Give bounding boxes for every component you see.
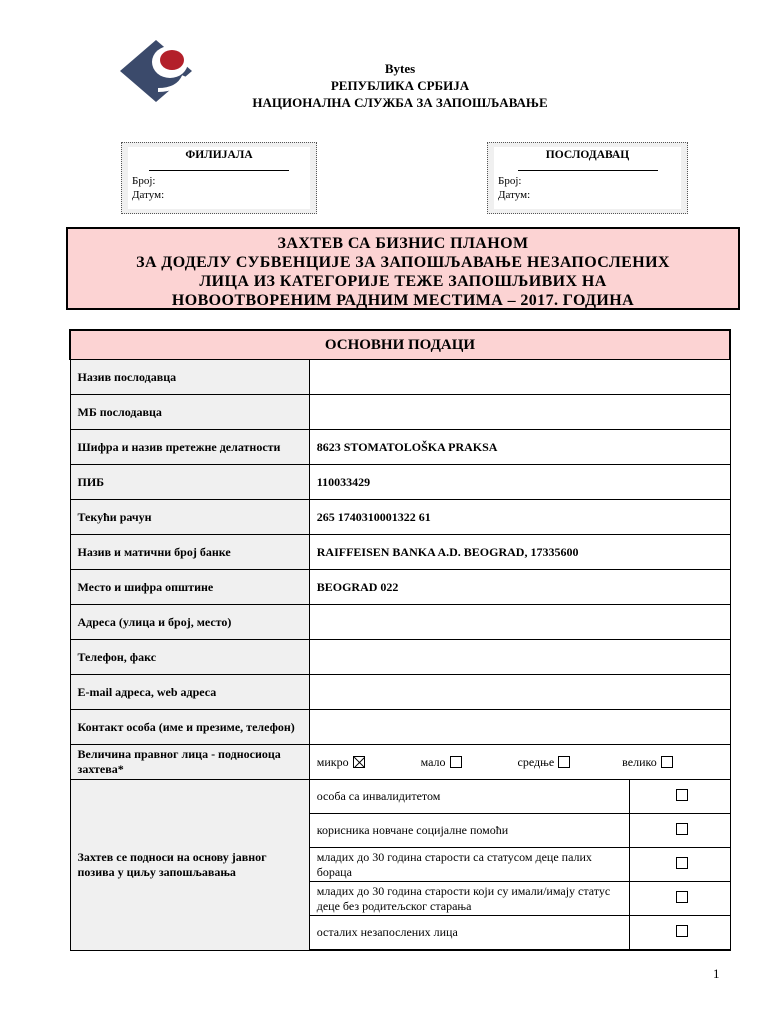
basis-other-unemployed-checkbox[interactable] [676, 925, 688, 937]
table-row [70, 745, 730, 780]
pib-field[interactable]: 110033429 [309, 465, 730, 500]
row-label: Шифра и назив претежне делатности [70, 430, 309, 465]
size-option-micro [317, 755, 365, 770]
basis-label: Захтев се подноси на основу јавног позива у циљу запошљавања [70, 780, 309, 951]
table-row [70, 675, 730, 710]
employer-name-field[interactable] [309, 360, 730, 395]
phone-fax-field[interactable] [309, 640, 730, 675]
table-row [70, 430, 730, 465]
size-small-checkbox[interactable] [450, 756, 462, 768]
table-row [70, 605, 730, 640]
organization-header [190, 60, 610, 111]
size-option-large [622, 755, 673, 770]
row-label: ПИБ [70, 465, 309, 500]
filijala-title: ФИЛИЈАЛА [185, 149, 253, 161]
table-row [70, 395, 730, 430]
basis-option-cell [629, 882, 730, 916]
company-name: Bytes [384, 61, 416, 76]
poslodavac-datum: Датум: [498, 189, 531, 201]
size-label: микро [316, 754, 349, 769]
basis-option-cell [629, 848, 730, 882]
row-label: МБ послодавца [70, 395, 309, 430]
municipality-field[interactable]: BEOGRAD 022 [309, 570, 730, 605]
table-row [70, 710, 730, 745]
table-row [70, 535, 730, 570]
basis-option-label: корисника новчане социјалне помоћи [309, 814, 629, 848]
basis-option-label: младих до 30 година старости који су имали/имају статус деце без родитељског старања [309, 882, 629, 916]
table-row [70, 780, 730, 814]
employer-mb-field[interactable] [309, 395, 730, 430]
basis-option-label: младих до 30 година старости са статусом деце палих бораца [309, 848, 629, 882]
size-label: велико [622, 754, 657, 769]
filijala-line [149, 163, 289, 171]
size-option-medium [518, 755, 571, 770]
row-label: Телефон, факс [70, 640, 309, 675]
size-large-checkbox[interactable] [661, 756, 673, 768]
table-row [70, 570, 730, 605]
poslodavac-line [518, 163, 658, 171]
country-name: РЕПУБЛИКА СРБИЈА [330, 78, 470, 93]
banner-line-2: ЗА ДОДЕЛУ СУБВЕНЦИЈЕ ЗА ЗАПОШЉАВАЊЕ НЕЗАПОСЛЕНИХ [136, 254, 670, 271]
size-medium-checkbox[interactable] [558, 756, 570, 768]
basis-option-label: особа са инвалидитетом [309, 780, 629, 814]
table-row [70, 465, 730, 500]
agency-name: НАЦИОНАЛНА СЛУЖБА ЗА ЗАПОШЉАВАЊЕ [252, 95, 548, 110]
banner-line-1: ЗАХТЕВ СА БИЗНИС ПЛАНОМ [277, 235, 529, 252]
filijala-broj: Број: [132, 175, 156, 187]
size-micro-checkbox[interactable] [353, 756, 365, 768]
request-title-banner [66, 227, 740, 310]
basis-option-cell [629, 814, 730, 848]
row-label: Текући рачун [70, 500, 309, 535]
table-row [70, 500, 730, 535]
banner-line-4: НОВООТВОРЕНИМ РАДНИМ МЕСТИМА – 2017. ГОДИНА [171, 292, 635, 309]
basis-social-aid-checkbox[interactable] [676, 823, 688, 835]
row-label: E-mail адреса, web адреса [70, 675, 309, 710]
row-label: Место и шифра општине [70, 570, 309, 605]
basis-fallen-soldiers-children-checkbox[interactable] [676, 857, 688, 869]
email-web-field[interactable] [309, 675, 730, 710]
size-label: мало [420, 754, 446, 769]
page-number: 1 [713, 966, 720, 981]
filijala-datum: Датум: [132, 189, 165, 201]
banner-line-3: ЛИЦА ИЗ КАТЕГОРИЈЕ ТЕЖЕ ЗАПОШЉИВИХ НА [199, 273, 607, 290]
row-label: Назив послодавца [70, 360, 309, 395]
row-label: Контакт особа (име и презиме, телефон) [70, 710, 309, 745]
table-heading: ОСНОВНИ ПОДАЦИ [70, 330, 730, 360]
bank-name-field[interactable]: RAIFFEISEN BANKA A.D. BEOGRAD, 17335600 [309, 535, 730, 570]
company-size-cell [309, 745, 730, 780]
size-option-small [421, 755, 462, 770]
poslodavac-title: ПОСЛОДАВАЦ [545, 149, 630, 161]
poslodavac-broj: Број: [498, 175, 522, 187]
basis-no-parental-care-checkbox[interactable] [676, 891, 688, 903]
address-field[interactable] [309, 605, 730, 640]
basic-data-table [69, 329, 731, 951]
table-row [70, 640, 730, 675]
basis-option-cell [629, 916, 730, 951]
table-row [70, 360, 730, 395]
company-size-label: Величина правног лица - подносиоца захтева* [70, 745, 309, 780]
basis-option-label: осталих незапослених лица [309, 916, 629, 951]
activity-code-field[interactable]: 8623 STOMATOLOŠKA PRAKSA [309, 430, 730, 465]
poslodavac-box [487, 142, 688, 214]
row-label: Назив и матични број банке [70, 535, 309, 570]
nsz-logo-icon [118, 38, 194, 104]
size-label: средње [517, 754, 555, 769]
filijala-box [121, 142, 317, 214]
contact-person-field[interactable] [309, 710, 730, 745]
row-label: Адреса (улица и број, место) [70, 605, 309, 640]
basis-option-cell [629, 780, 730, 814]
basis-disability-checkbox[interactable] [676, 789, 688, 801]
bank-account-field[interactable]: 265 1740310001322 61 [309, 500, 730, 535]
